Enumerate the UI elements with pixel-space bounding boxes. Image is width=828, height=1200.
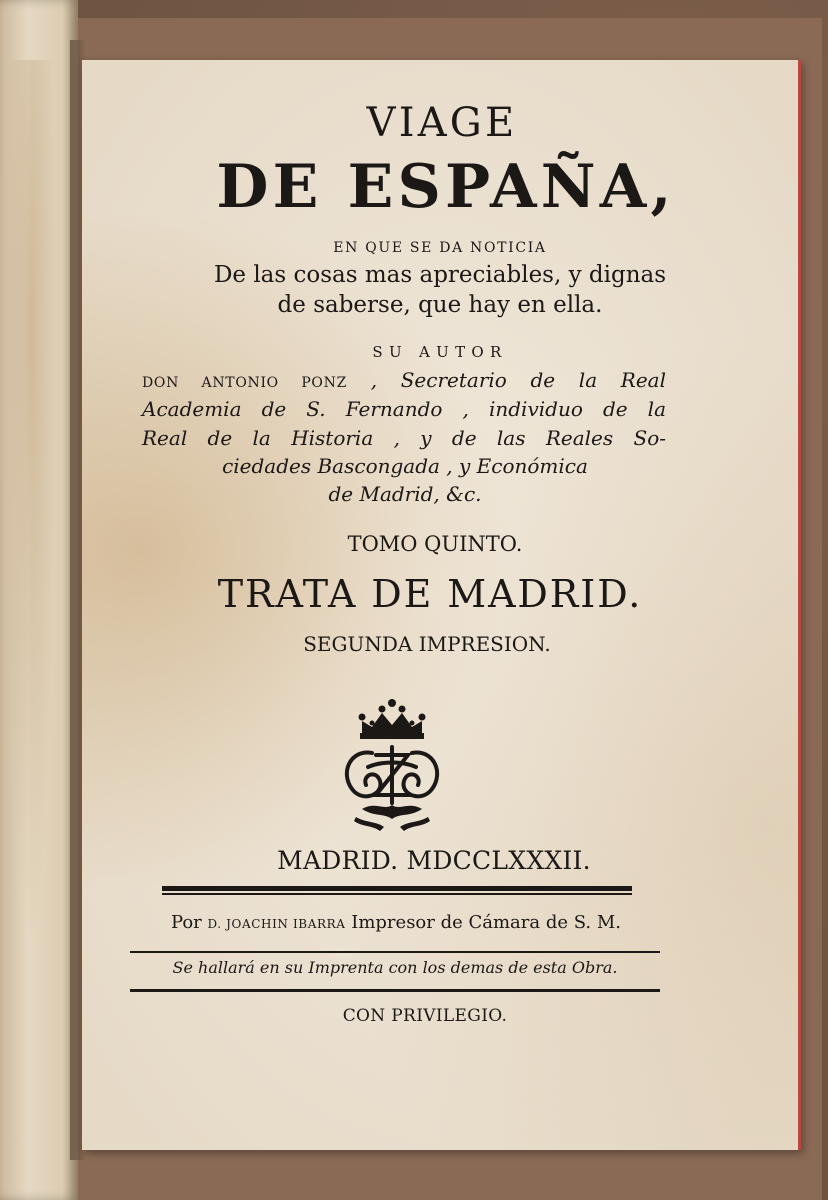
privilege-line: CON PRIVILEGIO. <box>342 1006 508 1026</box>
subtitle-line-2: De las cosas mas apreciables, y dignas <box>213 262 667 288</box>
crowned-monogram-icon <box>332 695 452 835</box>
author-line-1-rest: , Secretario de la Real <box>370 368 667 392</box>
subtitle-line-3: de saberse, que hay en ella. <box>277 292 603 318</box>
subtitle-line-1: EN QUE SE DA NOTICIA <box>333 240 547 256</box>
author-line-2: Academia de S. Fernando , individuo de la <box>142 397 666 421</box>
printer-line <box>132 912 660 933</box>
subject-line: TRATA DE MADRID. <box>217 572 643 616</box>
title-line-viage: VIAGE <box>366 100 518 146</box>
location-note: Se hallará en su Imprenta con los demas de esta Obra. <box>172 958 618 977</box>
author-line-3: Real de la Historia , y de las Reales So- <box>142 426 666 450</box>
title-line-espana: DE ESPAÑA, <box>216 152 676 222</box>
edition-line: SEGUNDA IMPRESION. <box>303 632 551 656</box>
printer-suffix: Impresor de Cámara de S. M. <box>351 912 622 933</box>
rule-thick-top <box>162 886 632 891</box>
author-name: DON ANTONIO PONZ <box>142 375 347 391</box>
title-page <box>82 60 801 1150</box>
author-line-4: ciedades Bascongada , y Económica <box>222 454 588 478</box>
rule-thin-top <box>162 893 632 895</box>
printer-prefix: Por <box>170 912 202 933</box>
author-heading: SU AUTOR <box>372 343 508 361</box>
printer-name: D. JOACHIN IBARRA <box>207 917 346 931</box>
volume-line: TOMO QUINTO. <box>347 532 523 556</box>
author-line-1 <box>142 368 666 392</box>
author-line-5: de Madrid, &c. <box>328 482 482 506</box>
rule-middle <box>130 951 660 953</box>
rule-bottom <box>130 989 660 992</box>
imprint-place-year: MADRID. MDCCLXXXII. <box>277 846 591 875</box>
